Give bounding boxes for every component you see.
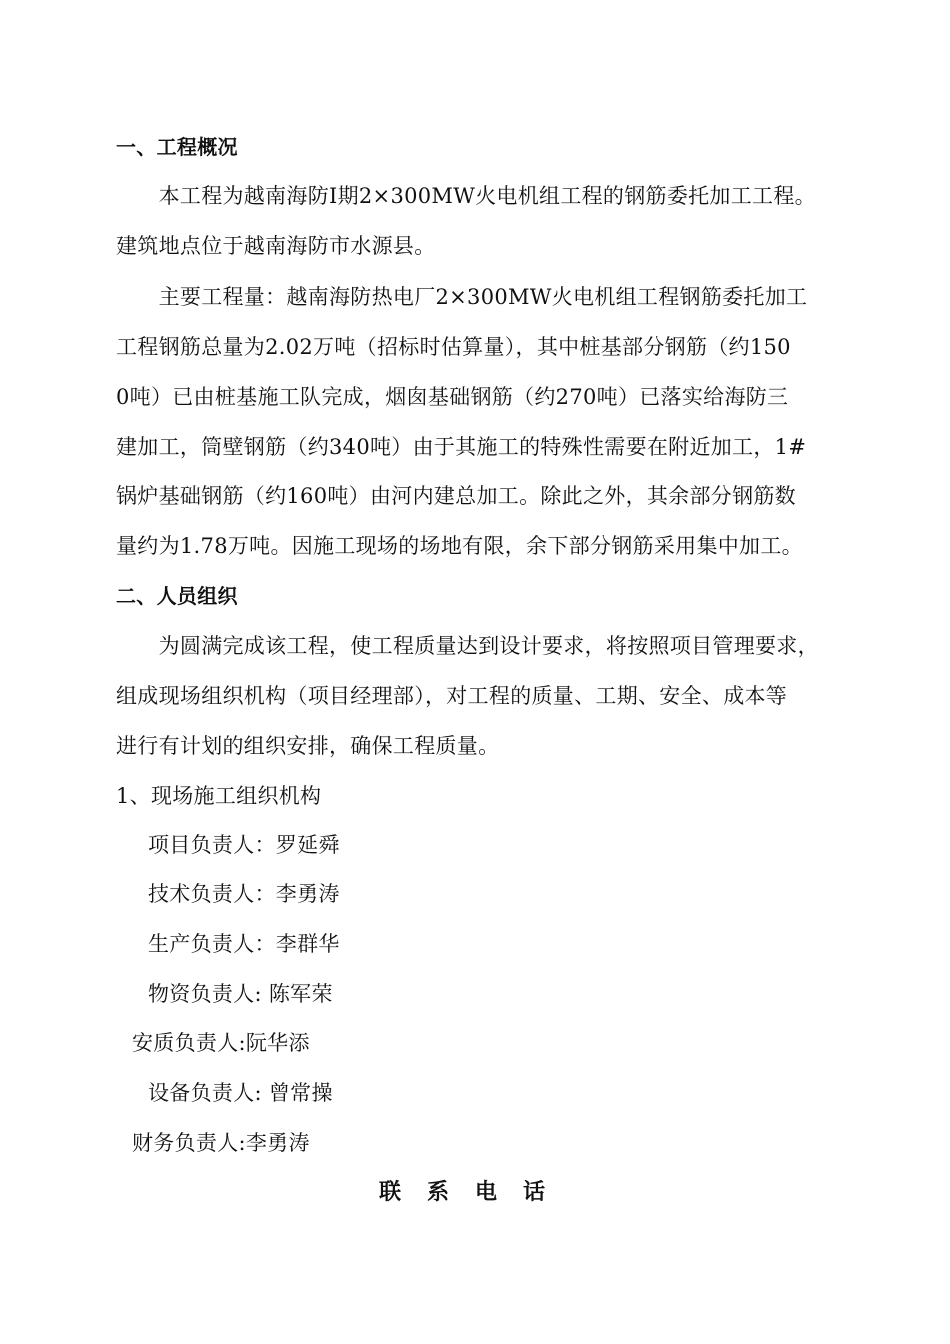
subheading-organization: 1、现场施工组织机构 xyxy=(116,784,322,808)
staff-item: 设备负责人: 曾常操 xyxy=(148,1081,333,1105)
staff-item: 项目负责人：罗延舜 xyxy=(148,833,340,857)
paragraph-line: 锅炉基础钢筋（约160吨）由河内建总加工。除此之外，其余部分钢筋数 xyxy=(116,484,796,508)
contact-title: 联系电话 xyxy=(378,1180,571,1205)
paragraph-line: 主要工程量：越南海防热电厂2×300MW火电机组工程钢筋委托加工 xyxy=(116,285,808,309)
staff-item: 技术负责人：李勇涛 xyxy=(148,882,340,906)
paragraph-line: 建筑地点位于越南海防市水源县。 xyxy=(116,234,436,258)
staff-item: 安质负责人:阮华添 xyxy=(132,1031,310,1055)
paragraph-line: 为圆满完成该工程，使工程质量达到设计要求，将按照项目管理要求， xyxy=(116,634,819,658)
paragraph-line: 0吨）已由桩基施工队完成，烟囱基础钢筋（约270吨）已落实给海防三 xyxy=(116,385,789,409)
staff-item: 财务负责人:李勇涛 xyxy=(132,1131,310,1155)
staff-item: 物资负责人: 陈军荣 xyxy=(148,982,333,1006)
paragraph-line: 进行有计划的组织安排，确保工程质量。 xyxy=(116,734,500,758)
paragraph-line: 本工程为越南海防Ⅰ期2×300MW火电机组工程的钢筋委托加工工程。 xyxy=(116,184,816,208)
section-heading-staff: 二、人员组织 xyxy=(116,584,238,608)
paragraph-line: 工程钢筋总量为2.02万吨（招标时估算量），其中桩基部分钢筋（约150 xyxy=(116,335,791,359)
paragraph-line: 建加工，筒壁钢筋（约340吨）由于其施工的特殊性需要在附近加工，1# xyxy=(116,435,807,459)
paragraph-line: 组成现场组织机构（项目经理部），对工程的质量、工期、安全、成本等 xyxy=(116,684,788,708)
paragraph-line: 量约为1.78万吨。因施工现场的场地有限，余下部分钢筋采用集中加工。 xyxy=(116,534,803,558)
staff-item: 生产负责人：李群华 xyxy=(148,932,340,956)
section-heading-overview: 一、工程概况 xyxy=(116,135,238,159)
